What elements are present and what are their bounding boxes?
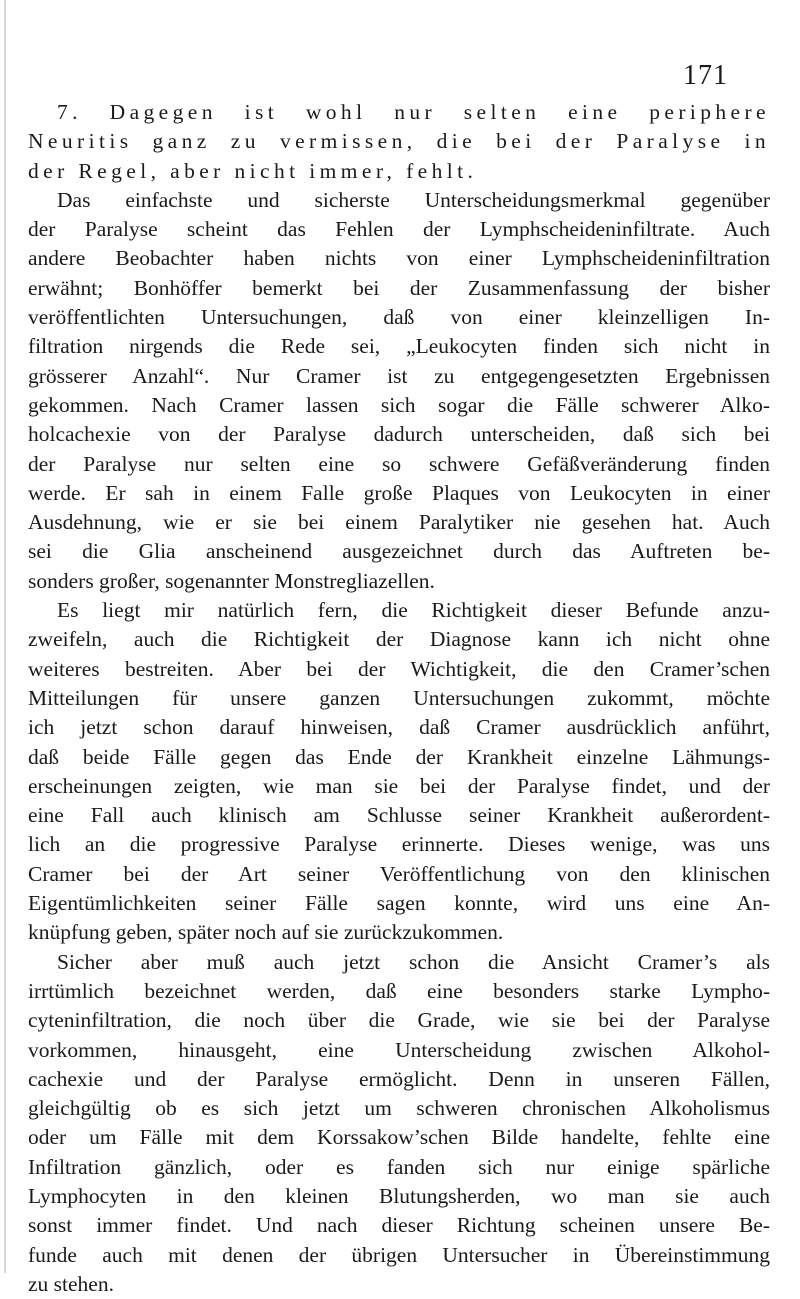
text-line: der Paralyse scheint das Fehlen der Lymphscheideninfiltrate. Auch bbox=[28, 217, 770, 242]
text-line: sonders großer, sogenannter Monstregliazellen. bbox=[28, 568, 435, 593]
text-line: der Regel, aber nicht immer, fehlt. bbox=[28, 158, 478, 183]
text-line: erwähnt; Bonhöffer bemerkt bei der Zusammenfassung der bisher bbox=[28, 275, 770, 300]
text-line: Ausdehnung, wie er sie bei einem Paralytiker nie gesehen hat. Auch bbox=[28, 510, 770, 535]
text-line: sonst immer findet. Und nach dieser Richtung scheinen unsere Be- bbox=[28, 1213, 770, 1238]
text-line: funde auch mit denen der übrigen Untersucher in Übereinstimmung bbox=[28, 1242, 770, 1267]
text-line: werde. Er sah in einem Falle große Plaques von Leukocyten in einer bbox=[28, 480, 770, 505]
text-line: lich an die progressive Paralyse erinnerte. Dieses wenige, was uns bbox=[28, 832, 770, 857]
text-line: irrtümlich bezeichnet werden, daß eine besonders starke Lympho- bbox=[28, 978, 770, 1003]
text-line: andere Beobachter haben nichts von einer Lymphscheideninfiltration bbox=[28, 246, 770, 271]
text-line: zweifeln, auch die Richtigkeit der Diagnose kann ich nicht ohne bbox=[28, 627, 770, 652]
text-line: zu stehen. bbox=[28, 1271, 114, 1296]
text-line: Sicher aber muß auch jetzt schon die Ansicht Cramer’s als bbox=[57, 949, 770, 974]
text-line: filtration nirgends die Rede sei, „Leukocyten finden sich nicht in bbox=[28, 334, 770, 359]
text-line: der Paralyse nur selten eine so schwere Gefäßveränderung finden bbox=[28, 451, 770, 476]
body-text bbox=[28, 98, 770, 1299]
text-line: oder um Fälle mit dem Korssakow’schen Bilde handelte, fehlte eine bbox=[28, 1125, 770, 1150]
text-line: daß beide Fälle gegen das Ende der Krankheit einzelne Lähmungs- bbox=[28, 744, 770, 769]
text-line: eine Fall auch klinisch am Schlusse seiner Krankheit außerordent- bbox=[28, 803, 770, 828]
text-line: 7. Dagegen ist wohl nur selten eine periphere bbox=[57, 100, 770, 124]
text-line: gekommen. Nach Cramer lassen sich sogar die Fälle schwerer Alko- bbox=[28, 392, 770, 417]
text-line: ich jetzt schon darauf hinweisen, daß Cramer ausdrücklich anführt, bbox=[28, 715, 770, 740]
text-line: Das einfachste und sicherste Unterscheidungsmerkmal gegenüber bbox=[57, 187, 770, 212]
text-line: vorkommen, hinausgeht, eine Unterscheidung zwischen Alkohol- bbox=[28, 1037, 770, 1062]
text-line: Mitteilungen für unsere ganzen Untersuchungen zukommt, möchte bbox=[28, 685, 770, 710]
text-line: knüpfung geben, später noch auf sie zurückzukommen. bbox=[28, 920, 504, 945]
text-line: Lymphocyten in den kleinen Blutungsherden, wo man sie auch bbox=[28, 1183, 770, 1208]
text-line: veröffentlichten Untersuchungen, daß von einer kleinzelligen In- bbox=[28, 305, 770, 330]
text-line: grösserer Anzahl“. Nur Cramer ist zu entgegengesetzten Ergebnissen bbox=[28, 363, 770, 388]
text-line: Es liegt mir natürlich fern, die Richtigkeit dieser Befunde anzu- bbox=[57, 598, 770, 623]
page-edge-line bbox=[4, 0, 6, 1273]
text-line: erscheinungen zeigten, wie man sie bei der Paralyse findet, und der bbox=[28, 773, 770, 798]
text-line: cyteninfiltration, die noch über die Grade, wie sie bei der Paralyse bbox=[28, 1008, 770, 1033]
text-line: Infiltration gänzlich, oder es fanden sich nur einige spärliche bbox=[28, 1154, 770, 1179]
text-line: Eigentümlichkeiten seiner Fälle sagen konnte, wird uns eine An- bbox=[28, 891, 770, 916]
text-line: Cramer bei der Art seiner Veröffentlichung von den klinischen bbox=[28, 861, 770, 886]
text-line: weiteres bestreiten. Aber bei der Wichtigkeit, die den Cramer’schen bbox=[28, 656, 770, 681]
text-line: sei die Glia anscheinend ausgezeichnet durch das Auftreten be- bbox=[28, 539, 770, 564]
text-line: gleichgültig ob es sich jetzt um schweren chronischen Alkoholismus bbox=[28, 1096, 770, 1121]
text-line: holcachexie von der Paralyse dadurch unterscheiden, daß sich bei bbox=[28, 422, 770, 447]
text-line: cachexie und der Paralyse ermöglicht. Denn in unseren Fällen, bbox=[28, 1066, 770, 1091]
text-line: Neuritis ganz zu vermissen, die bei der Paralyse in bbox=[28, 129, 770, 154]
page-number: 171 bbox=[683, 60, 728, 91]
